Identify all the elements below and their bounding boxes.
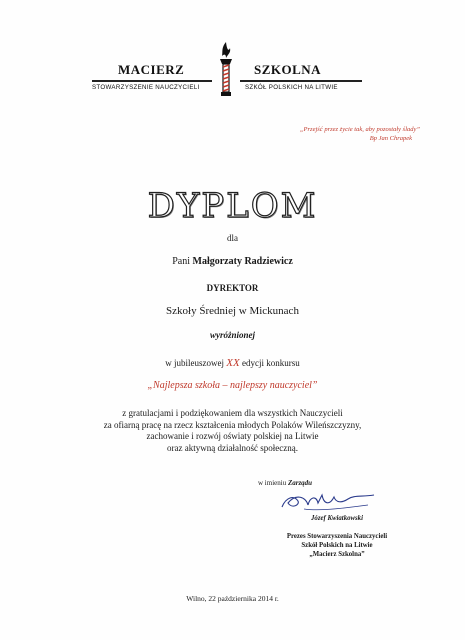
edition-line (0, 357, 465, 369)
edition-number: XX (226, 357, 240, 369)
motto-author: Bp Jan Chrapek (369, 135, 412, 142)
header-right-subtitle: SZKÓŁ POLSKICH NA LITWIE (245, 84, 338, 91)
motto-quote: „Przejść przez życie tak, aby pozostały ślady” (299, 126, 420, 133)
edition-after: edycji konkursu (241, 358, 300, 368)
recipient-line (0, 256, 465, 267)
signer-title-line: Szkół Polskich na Litwie (301, 542, 373, 549)
thanks-line: z gratulacjami i podziękowaniem dla wszystkich Nauczycieli (122, 408, 343, 418)
on-behalf-line (258, 479, 312, 487)
thanks-line: oraz aktywną działalność społeczną. (167, 442, 298, 453)
edition-before: w jubileuszowej (165, 358, 225, 368)
recipient-name: Małgorzaty Radziewicz (192, 256, 293, 267)
place-date: Wilno, 22 października 2014 r. (186, 594, 279, 603)
on-behalf-label: w imieniu (258, 479, 287, 487)
signer-title-line: Prezes Stowarzyszenia Nauczycieli (286, 533, 388, 540)
header-left-rule (92, 80, 212, 82)
handwritten-signature (278, 487, 378, 515)
signer-title (262, 532, 412, 559)
signer-title-line: „Macierz Szkolna” (309, 551, 365, 558)
board-label: Zarządu (287, 479, 313, 487)
contest-name: „Najlepsza szkoła – najlepszy nauczyciel” (147, 380, 318, 391)
recipient-role: DYREKTOR (206, 283, 259, 293)
signer-name: Józef Kwiatkowski (311, 515, 363, 522)
recipient-prefix: Pani (172, 256, 191, 267)
thanks-block (0, 408, 465, 454)
diploma-title: DYPLOM (147, 186, 318, 226)
thanks-line: za ofiarną pracę na rzecz kształcenia młodych Polaków Wileńszczyzny, (103, 419, 362, 430)
header-left-subtitle: STOWARZYSZENIE NAUCZYCIELI (92, 84, 200, 91)
header-right-word: SZKOLNA (254, 62, 322, 77)
header-left-word: MACIERZ (118, 62, 185, 77)
thanks-line: zachowanie i rozwój oświaty polskiej na Litwie (146, 431, 319, 441)
for-label: dla (227, 233, 238, 243)
header-right-rule (240, 80, 362, 82)
torch-emblem-icon (214, 40, 238, 98)
distinction: wyróżnionej (209, 330, 255, 340)
school-name: Szkoły Średniej w Mickunach (166, 305, 299, 317)
